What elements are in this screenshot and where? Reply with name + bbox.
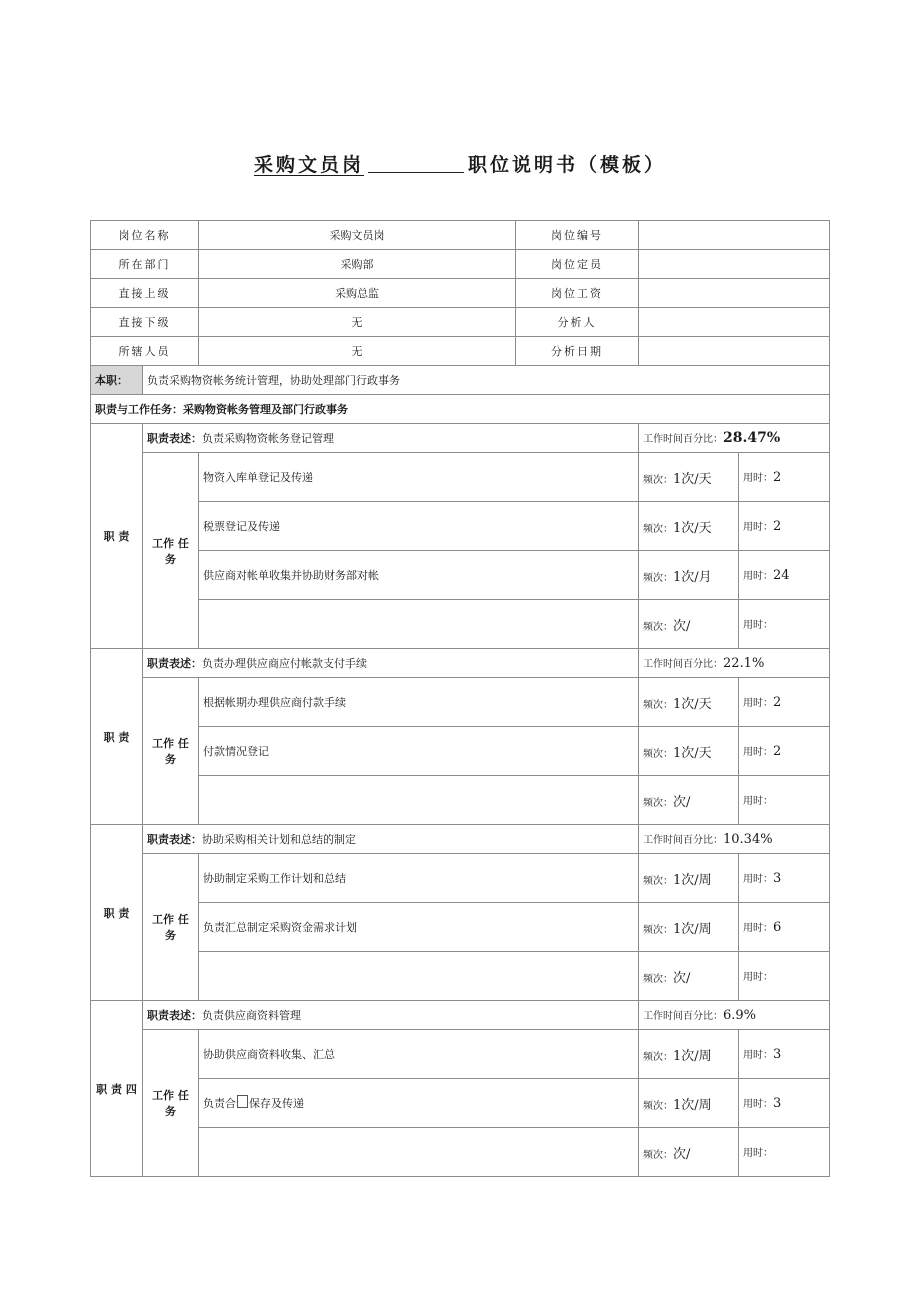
freq-value: 1次/天 (673, 471, 712, 487)
time-value: 6 (773, 920, 782, 935)
info-label: 分析日期 (516, 337, 639, 366)
task-row (91, 1030, 830, 1079)
summary-label: 本职： (91, 366, 143, 395)
task-row (91, 678, 830, 727)
info-value: 采购总监 (199, 279, 516, 308)
freq-label: 频次： (643, 621, 673, 633)
time-label: 用时： (743, 796, 773, 807)
info-value (639, 250, 830, 279)
info-value: 采购文员岗 (199, 221, 516, 250)
freq-label: 频次： (643, 748, 673, 760)
duty-desc-label: 职责表述： (147, 1009, 202, 1022)
freq-value: 次/ (673, 794, 691, 810)
freq-value: 1次/天 (673, 745, 712, 761)
task-text: 协助供应商资料收集、汇总 (199, 1030, 639, 1079)
freq-value: 次/ (673, 970, 691, 986)
freq-label: 频次： (643, 523, 673, 535)
duty-desc-label: 职责表述： (147, 833, 202, 846)
time-label: 用时： (743, 522, 773, 533)
task-text-b: 保存及传递 (249, 1097, 304, 1110)
title-blank-line (368, 154, 464, 173)
time-value: 2 (773, 695, 782, 710)
time-label: 用时： (743, 747, 773, 758)
duty-desc: 协助采购相关计划和总结的制定 (202, 833, 356, 846)
task-row (91, 453, 830, 502)
freq-label: 频次： (643, 875, 673, 887)
duty-desc-label: 职责表述： (147, 432, 202, 445)
task-row (91, 727, 830, 776)
task-label: 工作 任务 (143, 678, 199, 825)
info-value (639, 308, 830, 337)
duty-description-row (91, 649, 830, 678)
duty-description-row (91, 825, 830, 854)
task-text: 协助制定采购工作计划和总结 (199, 854, 639, 903)
duties-header-row (91, 395, 830, 424)
info-row (91, 337, 830, 366)
task-text (199, 600, 639, 649)
task-row (91, 952, 830, 1001)
info-label: 所辖人员 (91, 337, 199, 366)
task-row (91, 776, 830, 825)
info-row (91, 221, 830, 250)
freq-label: 频次： (643, 973, 673, 985)
summary-text: 负责采购物资帐务统计管理，协助处理部门行政事务 (143, 366, 830, 395)
duty-description-row (91, 1001, 830, 1030)
task-text: 负责汇总制定采购资金需求计划 (199, 903, 639, 952)
task-text (199, 1128, 639, 1177)
duty-name: 职 责 四 (91, 1001, 143, 1177)
duty-desc-label: 职责表述： (147, 657, 202, 670)
title-part2: 职位说明书（模板） (468, 154, 667, 176)
pct-label: 工作时间百分比： (643, 434, 723, 445)
task-text (199, 1079, 639, 1128)
info-value (639, 337, 830, 366)
time-value: 3 (773, 1047, 782, 1062)
info-value (639, 221, 830, 250)
task-row (91, 903, 830, 952)
pct-label: 工作时间百分比： (643, 659, 723, 670)
duty-desc: 负责办理供应商应付帐款支付手续 (202, 657, 367, 670)
duty-desc: 负责采购物资帐务登记管理 (202, 432, 334, 445)
freq-value: 1次/天 (673, 696, 712, 712)
freq-label: 频次： (643, 474, 673, 486)
pct-value: 6.9% (723, 1008, 757, 1023)
freq-value: 1次/月 (673, 569, 712, 585)
time-label: 用时： (743, 571, 773, 582)
info-label: 分析人 (516, 308, 639, 337)
summary-row (91, 366, 830, 395)
freq-value: 1次/周 (673, 872, 712, 888)
duty-description-row (91, 424, 830, 453)
task-row (91, 551, 830, 600)
title-part1: 采购文员岗 (253, 154, 364, 176)
time-label: 用时： (743, 620, 773, 631)
task-label: 工作 任务 (143, 854, 199, 1001)
info-row (91, 250, 830, 279)
task-row (91, 600, 830, 649)
task-row (91, 1128, 830, 1177)
task-row (91, 1079, 830, 1128)
time-value: 2 (773, 744, 782, 759)
freq-value: 1次/周 (673, 1048, 712, 1064)
time-value: 24 (773, 568, 790, 583)
freq-value: 次/ (673, 1146, 691, 1162)
freq-label: 频次： (643, 1100, 673, 1112)
info-label: 直接下级 (91, 308, 199, 337)
task-text: 付款情况登记 (199, 727, 639, 776)
info-row (91, 308, 830, 337)
info-value (639, 279, 830, 308)
time-value: 3 (773, 871, 782, 886)
document-title (0, 150, 920, 177)
time-label: 用时： (743, 698, 773, 709)
task-label: 工作 任务 (143, 453, 199, 649)
task-label: 工作 任务 (143, 1030, 199, 1177)
task-text (199, 776, 639, 825)
time-label: 用时： (743, 1148, 773, 1159)
duty-name: 职 责 (91, 649, 143, 825)
freq-label: 频次： (643, 572, 673, 584)
missing-glyph-icon (237, 1095, 248, 1108)
freq-value: 1次/周 (673, 1097, 712, 1113)
task-text: 税票登记及传递 (199, 502, 639, 551)
info-row (91, 279, 830, 308)
job-description-table (90, 220, 830, 1177)
time-value: 2 (773, 470, 782, 485)
info-value: 无 (199, 308, 516, 337)
pct-label: 工作时间百分比： (643, 1011, 723, 1022)
task-text-a: 负责合 (203, 1097, 236, 1110)
duty-desc: 负责供应商资料管理 (202, 1009, 301, 1022)
duties-header: 职责与工作任务：采购物资帐务管理及部门行政事务 (91, 395, 830, 424)
info-value: 无 (199, 337, 516, 366)
time-value: 2 (773, 519, 782, 534)
time-label: 用时： (743, 923, 773, 934)
info-label: 岗位编号 (516, 221, 639, 250)
pct-value: 22.1% (723, 656, 765, 671)
task-text (199, 952, 639, 1001)
info-label: 岗位工资 (516, 279, 639, 308)
time-label: 用时： (743, 874, 773, 885)
time-label: 用时： (743, 1050, 773, 1061)
freq-label: 频次： (643, 699, 673, 711)
info-label: 岗位定员 (516, 250, 639, 279)
time-label: 用时： (743, 473, 773, 484)
info-value: 采购部 (199, 250, 516, 279)
freq-label: 频次： (643, 797, 673, 809)
freq-label: 频次： (643, 1051, 673, 1063)
task-row (91, 854, 830, 903)
info-label: 岗位名称 (91, 221, 199, 250)
freq-label: 频次： (643, 924, 673, 936)
task-text: 供应商对帐单收集并协助财务部对帐 (199, 551, 639, 600)
pct-value: 10.34% (723, 832, 773, 847)
freq-label: 频次： (643, 1149, 673, 1161)
freq-value: 1次/周 (673, 921, 712, 937)
freq-value: 次/ (673, 618, 691, 634)
time-label: 用时： (743, 1099, 773, 1110)
task-text: 根据帐期办理供应商付款手续 (199, 678, 639, 727)
pct-label: 工作时间百分比： (643, 835, 723, 846)
info-label: 直接上级 (91, 279, 199, 308)
task-text: 物资入库单登记及传递 (199, 453, 639, 502)
duty-name: 职 责 (91, 424, 143, 649)
task-row (91, 502, 830, 551)
time-value: 3 (773, 1096, 782, 1111)
info-label: 所在部门 (91, 250, 199, 279)
pct-value: 28.47% (723, 430, 781, 446)
duty-name: 职 责 (91, 825, 143, 1001)
time-label: 用时： (743, 972, 773, 983)
freq-value: 1次/天 (673, 520, 712, 536)
